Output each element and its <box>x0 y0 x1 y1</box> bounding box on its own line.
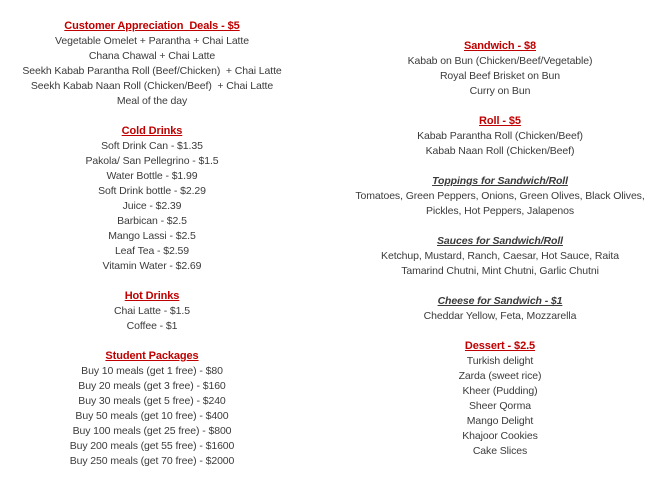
menu-item: Chai Latte - $1.5 <box>114 305 190 317</box>
menu-section <box>417 114 583 159</box>
menu-item: Ketchup, Mustard, Ranch, Caesar, Hot Sauce, Raita <box>381 250 619 262</box>
menu-section <box>459 339 542 459</box>
section-heading: Student Packages <box>105 350 199 362</box>
menu-item: Mango Lassi - $2.5 <box>108 230 196 242</box>
menu-section <box>355 174 644 219</box>
section-heading: Sauces for Sandwich/Roll <box>437 235 563 247</box>
menu-item: Soft Drink bottle - $2.29 <box>98 185 206 197</box>
menu-item: Buy 20 meals (get 3 free) - $160 <box>78 380 226 392</box>
menu-item: Tamarind Chutni, Mint Chutni, Garlic Chutni <box>401 265 599 277</box>
menu-item: Juice - $2.39 <box>122 200 182 212</box>
menu-item: Sheer Qorma <box>469 400 531 412</box>
menu-column-left <box>12 19 292 484</box>
menu-item: Buy 200 meals (get 55 free) - $1600 <box>69 440 235 452</box>
section-heading: Customer Appreciation Deals - $5 <box>64 20 240 32</box>
section-heading: Sandwich - $8 <box>463 40 537 52</box>
menu-column-right <box>355 39 645 474</box>
menu-item: Seekh Kabab Naan Roll (Chicken/Beef) + Chai Latte <box>30 80 274 92</box>
menu-item: Mango Delight <box>466 415 534 427</box>
menu-item: Coffee - $1 <box>126 320 178 332</box>
menu-item: Buy 50 meals (get 10 free) - $400 <box>75 410 229 422</box>
menu-item: Kabab on Bun (Chicken/Beef/Vegetable) <box>407 55 593 67</box>
menu-item: Kabab Naan Roll (Chicken/Beef) <box>425 145 575 157</box>
menu-item: Kheer (Pudding) <box>462 385 538 397</box>
menu-item: Cake Slices <box>472 445 528 457</box>
menu-item: Turkish delight <box>466 355 534 367</box>
menu-section <box>114 289 190 334</box>
menu-item: Chana Chawal + Chai Latte <box>88 50 216 62</box>
menu-section <box>381 234 619 279</box>
menu-section <box>22 19 281 109</box>
section-heading: Cheese for Sandwich - $1 <box>437 295 563 307</box>
section-heading: Toppings for Sandwich/Roll <box>432 175 568 187</box>
menu-item: Water Bottle - $1.99 <box>106 170 198 182</box>
menu-item: Barbican - $2.5 <box>117 215 187 227</box>
menu-section <box>408 39 593 99</box>
menu-item: Zarda (sweet rice) <box>458 370 542 382</box>
menu-item: Buy 250 meals (get 70 free) - $2000 <box>69 455 235 467</box>
menu-item: Vitamin Water - $2.69 <box>102 260 202 272</box>
menu-item: Buy 100 meals (get 25 free) - $800 <box>72 425 232 437</box>
menu-item: Tomatoes, Green Peppers, Onions, Green Olives, Black Olives, <box>355 190 645 202</box>
menu-item: Buy 30 meals (get 5 free) - $240 <box>78 395 226 407</box>
menu-item: Pakola/ San Pellegrino - $1.5 <box>85 155 219 167</box>
menu-item: Kabab Parantha Roll (Chicken/Beef) <box>417 130 583 142</box>
menu-item: Khajoor Cookies <box>462 430 538 442</box>
menu-item: Leaf Tea - $2.59 <box>114 245 190 257</box>
menu-item: Cheddar Yellow, Feta, Mozzarella <box>423 310 577 322</box>
menu-item: Meal of the day <box>116 95 188 107</box>
section-heading: Dessert - $2.5 <box>464 340 536 352</box>
menu-section <box>85 124 218 274</box>
menu-section <box>424 294 577 324</box>
menu-item: Vegetable Omelet + Parantha + Chai Latte <box>55 35 249 47</box>
menu-item: Royal Beef Brisket on Bun <box>439 70 561 82</box>
menu-item: Curry on Bun <box>469 85 531 97</box>
menu-section <box>70 349 235 469</box>
menu-item: Pickles, Hot Peppers, Jalapenos <box>425 205 575 217</box>
section-heading: Cold Drinks <box>121 125 183 137</box>
menu-item: Soft Drink Can - $1.35 <box>101 140 203 152</box>
menu-item: Buy 10 meals (get 1 free) - $80 <box>81 365 223 377</box>
section-heading: Hot Drinks <box>124 290 180 302</box>
menu-item: Seekh Kabab Parantha Roll (Beef/Chicken) + Chai Latte <box>22 65 282 77</box>
section-heading: Roll - $5 <box>479 115 521 127</box>
